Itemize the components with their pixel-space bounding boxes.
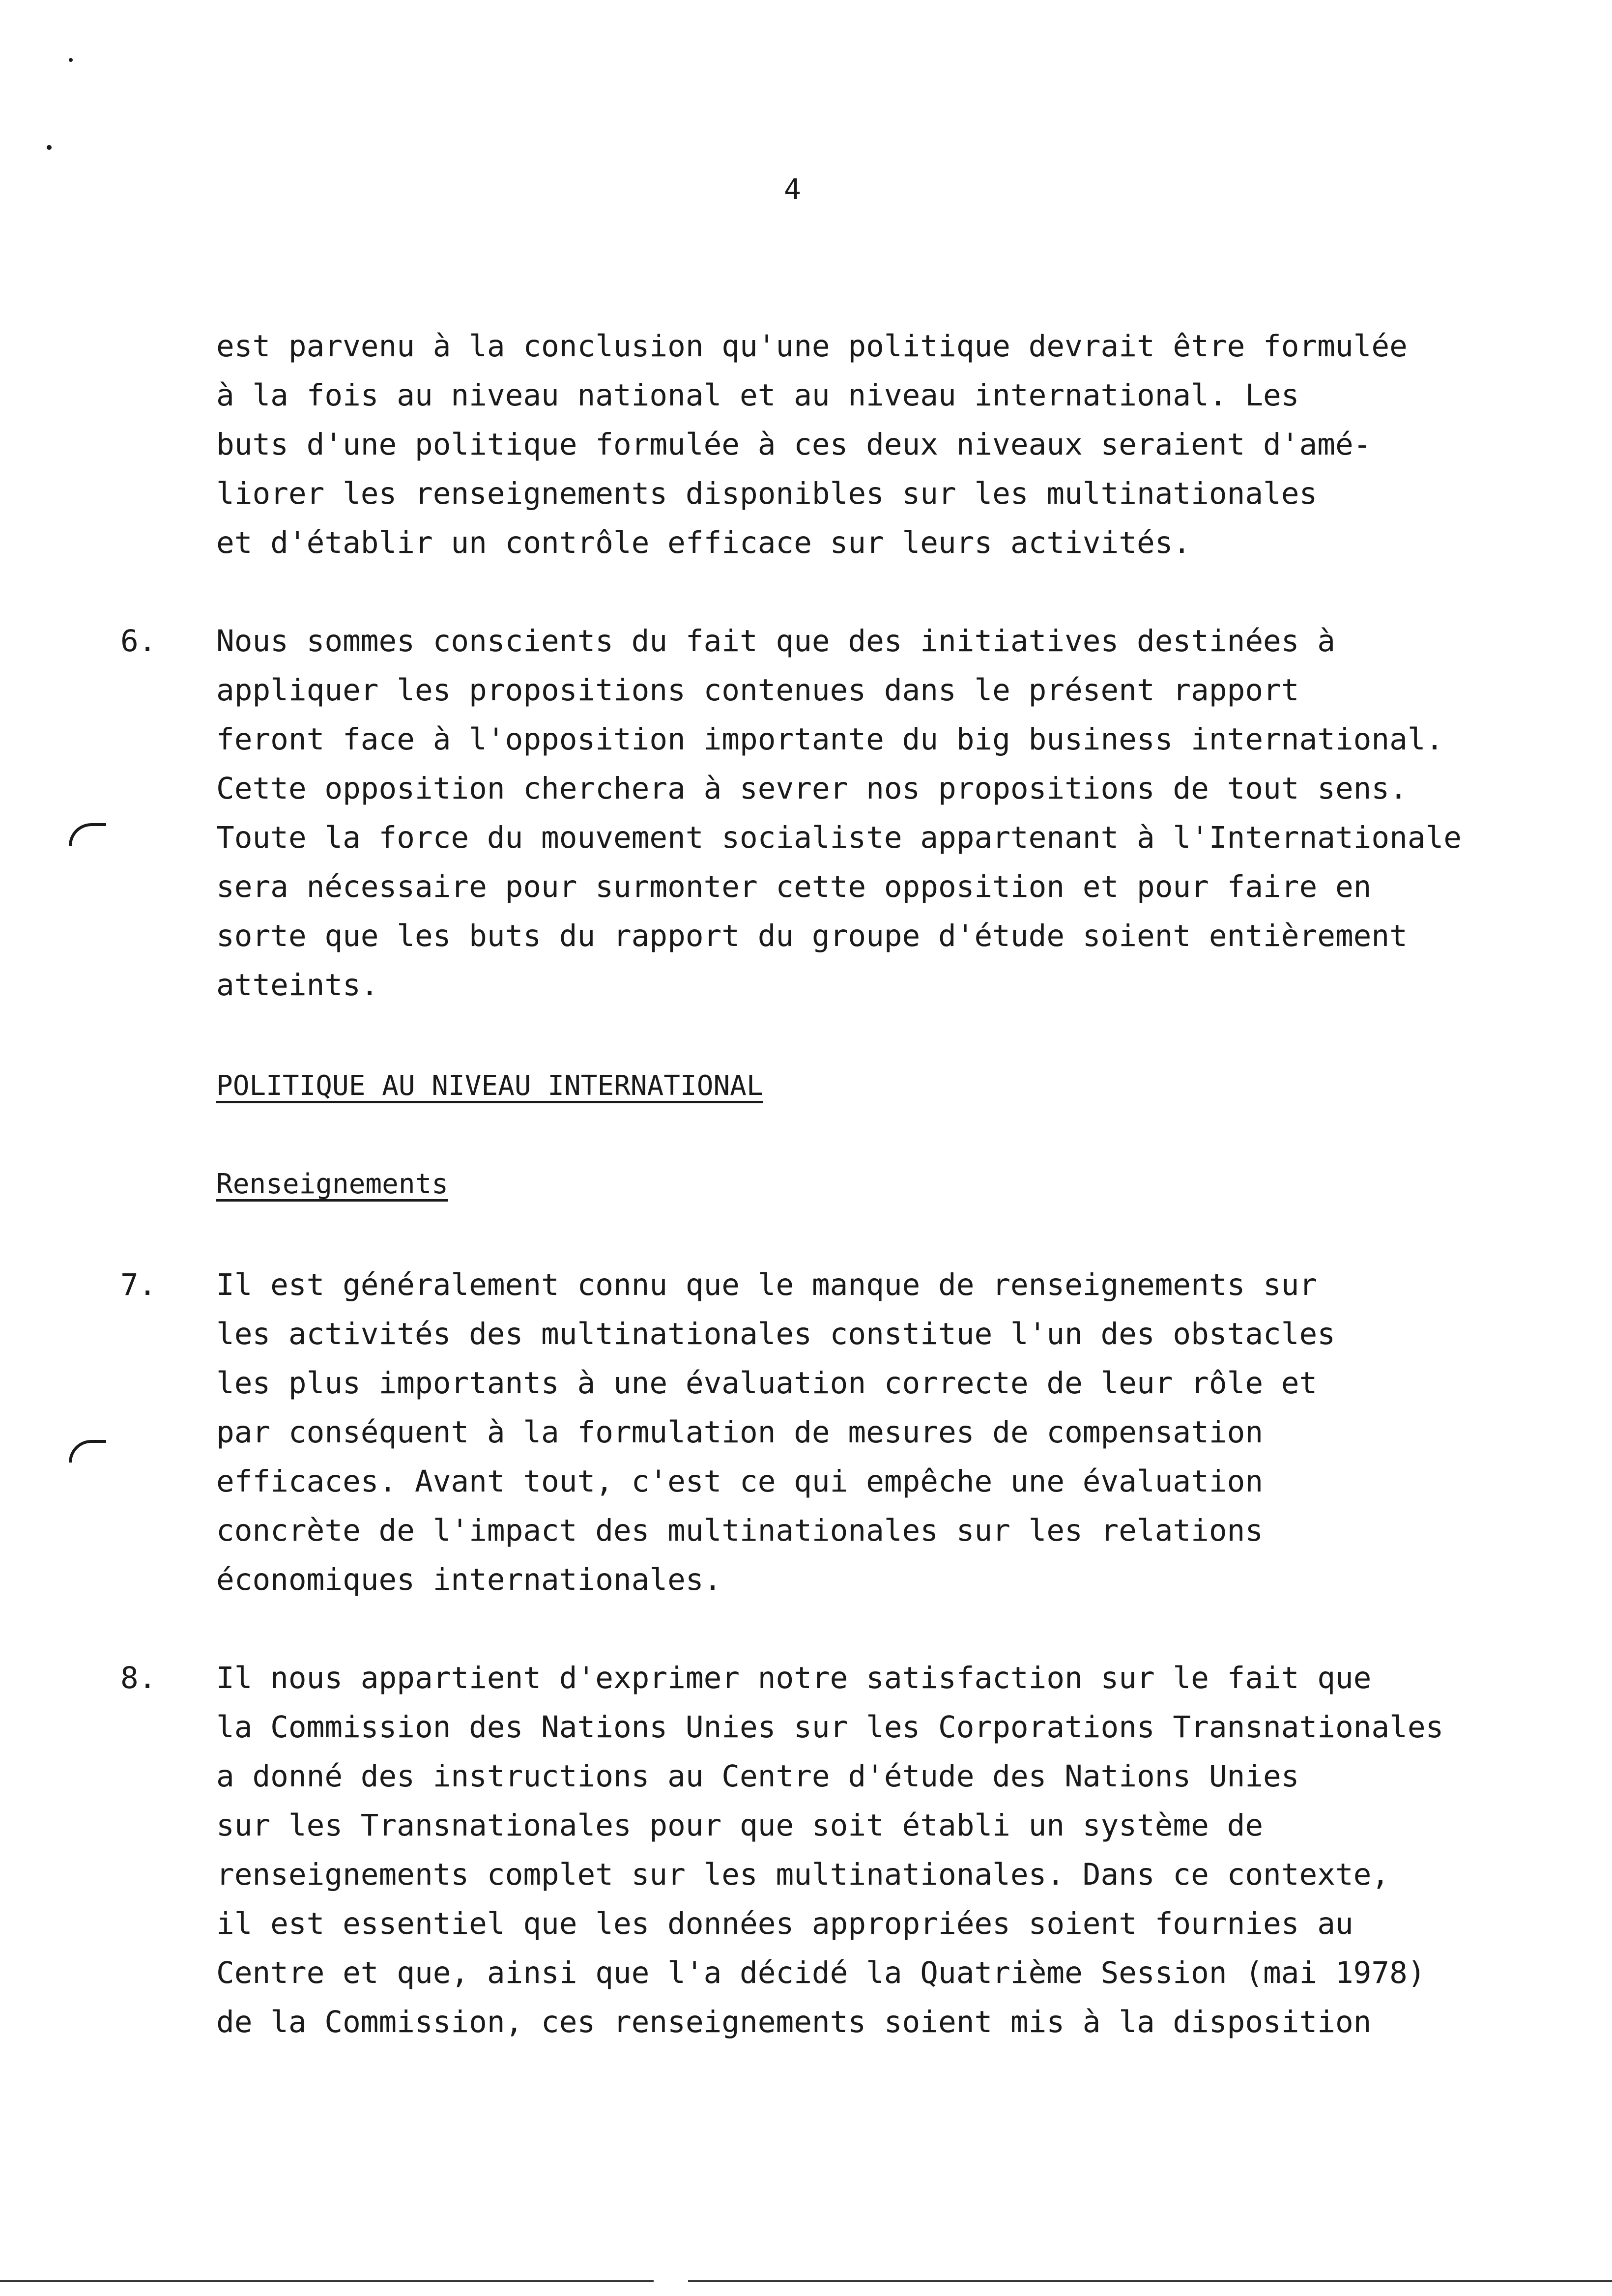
text-line: a donné des instructions au Centre d'étude des Nations Unies <box>216 1759 1299 1794</box>
bottom-rule <box>688 2280 1612 2282</box>
text-line: sera nécessaire pour surmonter cette opposition et pour faire en <box>216 869 1372 904</box>
paragraph-7 <box>216 1261 1335 1605</box>
text-line: par conséquent à la formulation de mesures de compensation <box>216 1415 1264 1450</box>
text-line: sorte que les buts du rapport du groupe d'étude soient entièrement <box>216 918 1408 953</box>
text-line: Toute la force du mouvement socialiste appartenant à l'Internationale <box>216 820 1462 855</box>
text-line: Centre et que, ainsi que l'a décidé la Quatrième Session (mai 1978) <box>216 1955 1426 1990</box>
text-line: buts d'une politique formulée à ces deux niveaux seraient d'amé- <box>216 427 1372 462</box>
text-line: efficaces. Avant tout, c'est ce qui empêche une évaluation <box>216 1464 1264 1499</box>
text-line: liorer les renseignements disponibles sur les multinationales <box>216 476 1318 511</box>
margin-mark <box>69 823 106 846</box>
text-line: Nous sommes conscients du fait que des initiatives destinées à <box>216 624 1335 659</box>
paragraph-8 <box>216 1654 1443 2047</box>
text-line: Cette opposition cherchera à sevrer nos propositions de tout sens. <box>216 771 1408 806</box>
text-line: économiques internationales. <box>216 1562 722 1597</box>
text-line: Il est généralement connu que le manque de renseignements sur <box>216 1267 1318 1302</box>
paragraph-6 <box>216 617 1462 1010</box>
text-line: est parvenu à la conclusion qu'une politique devrait être formulée <box>216 329 1408 364</box>
opening-paragraph <box>216 322 1408 568</box>
text-line: la Commission des Nations Unies sur les Corporations Transnationales <box>216 1710 1444 1745</box>
text-line: et d'établir un contrôle efficace sur leurs activités. <box>216 525 1191 560</box>
text-line: atteints. <box>216 968 379 1003</box>
text-line: Il nous appartient d'exprimer notre satisfaction sur le fait que <box>216 1661 1372 1695</box>
text-line: les activités des multinationales constitue l'un des obstacles <box>216 1317 1335 1351</box>
text-line: les plus importants à une évaluation correcte de leur rôle et <box>216 1366 1318 1401</box>
text-line: de la Commission, ces renseignements soient mis à la disposition <box>216 2005 1372 2039</box>
paragraph-number: 8. <box>120 1661 157 1695</box>
punch-dot <box>69 58 73 62</box>
bottom-rule <box>0 2280 654 2282</box>
paragraph-number: 7. <box>120 1267 157 1302</box>
text-line: concrète de l'impact des multinationales sur les relations <box>216 1513 1264 1548</box>
text-line: feront face à l'opposition importante du big business international. <box>216 722 1444 757</box>
text-line: sur les Transnationales pour que soit établi un système de <box>216 1808 1264 1843</box>
text-line: à la fois au niveau national et au niveau international. Les <box>216 378 1299 413</box>
text-line: il est essentiel que les données appropriées soient fournies au <box>216 1906 1353 1941</box>
paragraph-number: 6. <box>120 624 157 659</box>
subsection-heading: Renseignements <box>216 1168 449 1200</box>
margin-mark <box>69 1440 106 1463</box>
text-line: appliquer les propositions contenues dans le présent rapport <box>216 673 1299 708</box>
page-number: 4 <box>784 172 801 206</box>
section-heading: POLITIQUE AU NIVEAU INTERNATIONAL <box>216 1070 763 1102</box>
text-line: renseignements complet sur les multinationales. Dans ce contexte, <box>216 1857 1390 1892</box>
punch-dot <box>47 145 52 150</box>
